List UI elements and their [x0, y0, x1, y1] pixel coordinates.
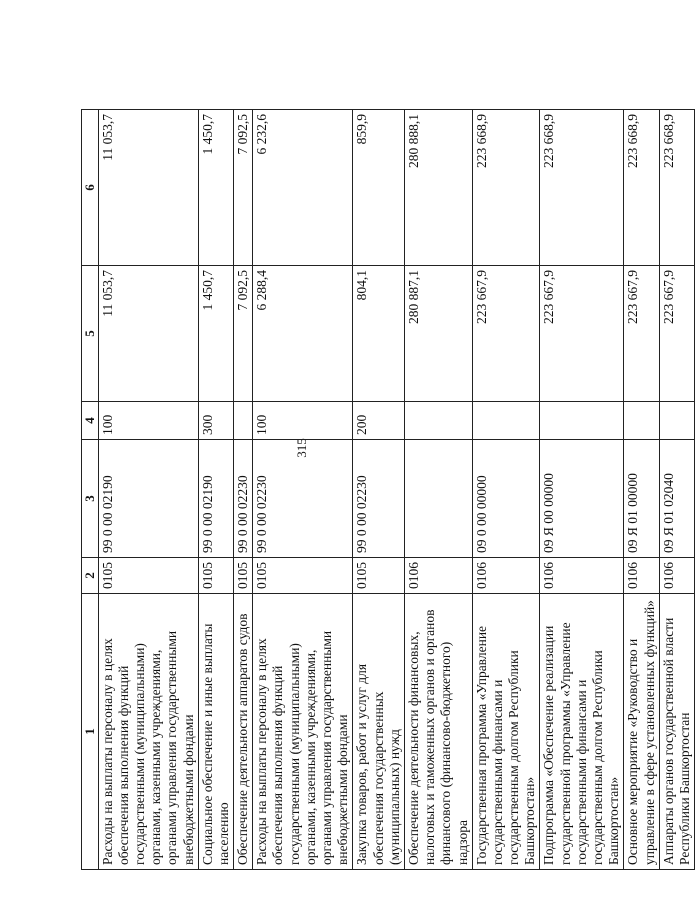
row-section-code: 0106: [659, 558, 694, 594]
row-amount-6: 7 092,5: [234, 110, 253, 266]
row-amount-6: 223 668,9: [659, 110, 694, 266]
table-row: [253, 110, 353, 870]
row-amount-6: 223 668,9: [472, 110, 540, 266]
row-description: Подпрограмма «Обеспечение реализации государственной программы «Управление государственными финансами и государственным долгом Республики Башкортостан»: [540, 594, 624, 870]
row-target-code: 09 0 00 00000: [472, 440, 540, 558]
row-target-code: 99 0 00 02190: [198, 440, 233, 558]
row-expense-type: 100: [98, 402, 198, 440]
row-amount-6: 1 450,7: [198, 110, 233, 266]
row-description: Обеспечение деятельности аппаратов судов: [234, 594, 253, 870]
row-target-code: 09 Я 00 00000: [540, 440, 624, 558]
budget-table-container: [81, 60, 692, 870]
budget-table: [81, 109, 695, 870]
row-expense-type: 300: [198, 402, 233, 440]
row-section-code: 0105: [234, 558, 253, 594]
row-section-code: 0106: [540, 558, 624, 594]
row-expense-type: [404, 402, 472, 440]
row-expense-type: [472, 402, 540, 440]
row-amount-5: 223 667,9: [624, 266, 659, 402]
row-expense-type: [624, 402, 659, 440]
table-row: [98, 110, 198, 870]
row-expense-type: [234, 402, 253, 440]
row-amount-6: 6 232,6: [253, 110, 353, 266]
table-row: [234, 110, 253, 870]
column-header: 1: [82, 594, 99, 870]
row-amount-5: 7 092,5: [234, 266, 253, 402]
column-header: 5: [82, 266, 99, 402]
row-description: Государственная программа «Управление государственными финансами и государственным долгом Республики Башкортостан»: [472, 594, 540, 870]
row-amount-5: 804,1: [353, 266, 405, 402]
row-amount-5: 223 667,9: [540, 266, 624, 402]
table-row: [540, 110, 624, 870]
row-section-code: 0106: [624, 558, 659, 594]
row-expense-type: [659, 402, 694, 440]
column-header: 2: [82, 558, 99, 594]
table-header-row: [82, 110, 99, 870]
row-section-code: 0105: [253, 558, 353, 594]
table-row: [404, 110, 472, 870]
row-section-code: 0105: [198, 558, 233, 594]
page-number: 315: [294, 438, 309, 458]
table-row: [659, 110, 694, 870]
table-row: [198, 110, 233, 870]
row-section-code: 0105: [353, 558, 405, 594]
row-amount-5: 1 450,7: [198, 266, 233, 402]
column-header: 4: [82, 402, 99, 440]
row-amount-5: 223 667,9: [472, 266, 540, 402]
row-target-code: 09 Я 01 00000: [624, 440, 659, 558]
row-target-code: [404, 440, 472, 558]
row-amount-6: 280 888,1: [404, 110, 472, 266]
row-expense-type: [540, 402, 624, 440]
table-row: [624, 110, 659, 870]
row-target-code: 99 0 00 02230: [353, 440, 405, 558]
row-target-code: 99 0 00 02230: [234, 440, 253, 558]
row-expense-type: 100: [253, 402, 353, 440]
table-row: [353, 110, 405, 870]
row-description: Социальное обеспечение и иные выплаты населению: [198, 594, 233, 870]
row-description: Расходы на выплаты персоналу в целях обеспечения выполнения функций государственными (муниципальными) органами, казенными учреждениями, органами управления государственными внебюджетными фондами: [98, 594, 198, 870]
row-amount-5: 280 887,1: [404, 266, 472, 402]
row-description: Аппараты органов государственной власти Республики Башкортостан: [659, 594, 694, 870]
row-target-code: 09 Я 01 02040: [659, 440, 694, 558]
column-header: 3: [82, 440, 99, 558]
row-amount-6: 11 053,7: [98, 110, 198, 266]
row-amount-5: 11 053,7: [98, 266, 198, 402]
column-header: 6: [82, 110, 99, 266]
row-expense-type: 200: [353, 402, 405, 440]
row-section-code: 0106: [404, 558, 472, 594]
row-section-code: 0105: [98, 558, 198, 594]
row-amount-5: 223 667,9: [659, 266, 694, 402]
table-row: [472, 110, 540, 870]
row-description: Закупка товаров, работ и услуг для обеспечения государственных (муниципальных) нужд: [353, 594, 405, 870]
row-amount-5: 6 288,4: [253, 266, 353, 402]
row-amount-6: 859,9: [353, 110, 405, 266]
row-description: Расходы на выплаты персоналу в целях обеспечения выполнения функций государственными (муниципальными) органами, казенными учреждениями, органами управления государственными внебюджетными фондами: [253, 594, 353, 870]
row-amount-6: 223 668,9: [624, 110, 659, 266]
row-amount-6: 223 668,9: [540, 110, 624, 266]
row-section-code: 0106: [472, 558, 540, 594]
row-description: Обеспечение деятельности финансовых, налоговых и таможенных органов и органов финансового (финансово-бюджетного) надзора: [404, 594, 472, 870]
row-target-code: 99 0 00 02190: [98, 440, 198, 558]
row-target-code: 99 0 00 02230: [253, 440, 353, 558]
row-description: Основное мероприятие «Руководство и управление в сфере установленных функций»: [624, 594, 659, 870]
